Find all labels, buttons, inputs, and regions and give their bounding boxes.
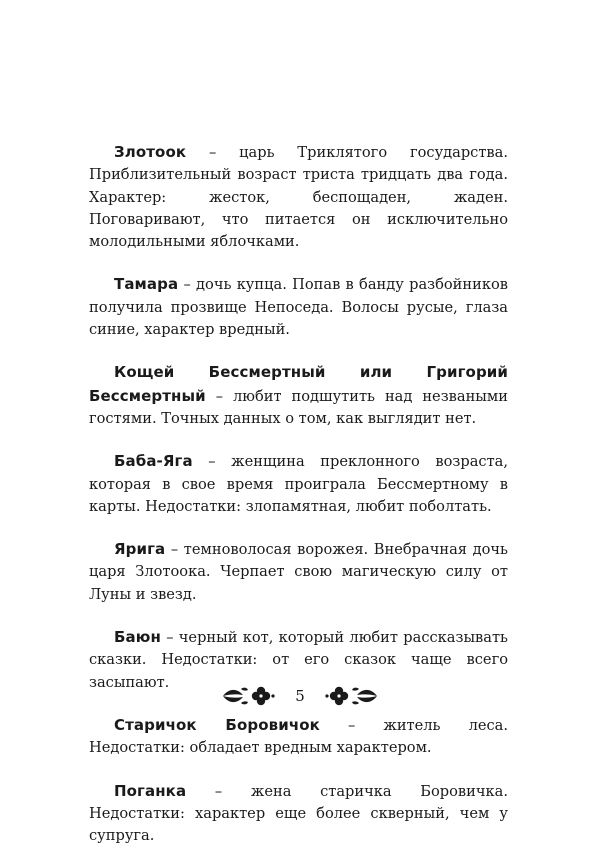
character-description: – темноволосая ворожея. Внебрачная дочь царя Злотоока. Черпает свою магическую силу от Луны и звезд. <box>89 541 508 603</box>
character-description: – женщина преклонного возраста, которая в свое время проиграла Бессмертному в карты. Недостатки: злопамятная, любит поболтать. <box>89 453 508 515</box>
character-description: – царь Триклятого государства. Приблизительный возраст триста тридцать два года. Характер: жесток, беспощаден, жаден. Поговаривают, что питается он исключительно молодильными яблочками. <box>89 144 508 251</box>
character-name: Тамара <box>114 275 179 294</box>
character-name: Кощей Бессмертный или Григорий Бессмертный <box>89 363 508 405</box>
page-number: 5 <box>295 687 305 705</box>
character-name: Ярига <box>114 540 166 559</box>
character-name: Баюн <box>114 628 161 647</box>
character-description: – дочь купца. Попав в банду разбойников получила прозвище Непоседа. Волосы русые, глаза синие, характер вредный. <box>89 276 508 339</box>
character-name: Злотоок <box>114 143 187 161</box>
page-footer <box>0 681 600 711</box>
character-entry-borovichok <box>89 714 508 760</box>
character-name: Баба-Яга <box>114 452 193 471</box>
character-entry-tamara <box>89 273 508 341</box>
character-description: – житель леса. Недостатки: обладает вредным характером. <box>89 716 508 757</box>
floral-ornament-left-icon <box>221 685 277 707</box>
character-entry-yariga <box>89 538 508 606</box>
character-name: Поганка <box>114 781 187 800</box>
character-entry-koschei <box>89 361 508 430</box>
character-entry-baba-yaga <box>89 450 508 518</box>
floral-ornament-right-icon <box>323 685 379 707</box>
character-name: Старичок Боровичок <box>114 715 320 734</box>
character-entry-poganka <box>89 780 508 848</box>
character-entry-zlotook <box>89 141 508 253</box>
character-description: – жена старичка Боровичка. Недостатки: характер еще более скверный, чем у супруга. <box>89 782 508 845</box>
character-description: – любит подшутить над незваными гостями. Точных данных о том, как выглядит нет. <box>89 387 508 427</box>
character-list <box>89 141 508 867</box>
character-description: – черный кот, который любит рассказывать сказки. Недостатки: от его сказок чаще всего засыпают. <box>89 629 508 691</box>
